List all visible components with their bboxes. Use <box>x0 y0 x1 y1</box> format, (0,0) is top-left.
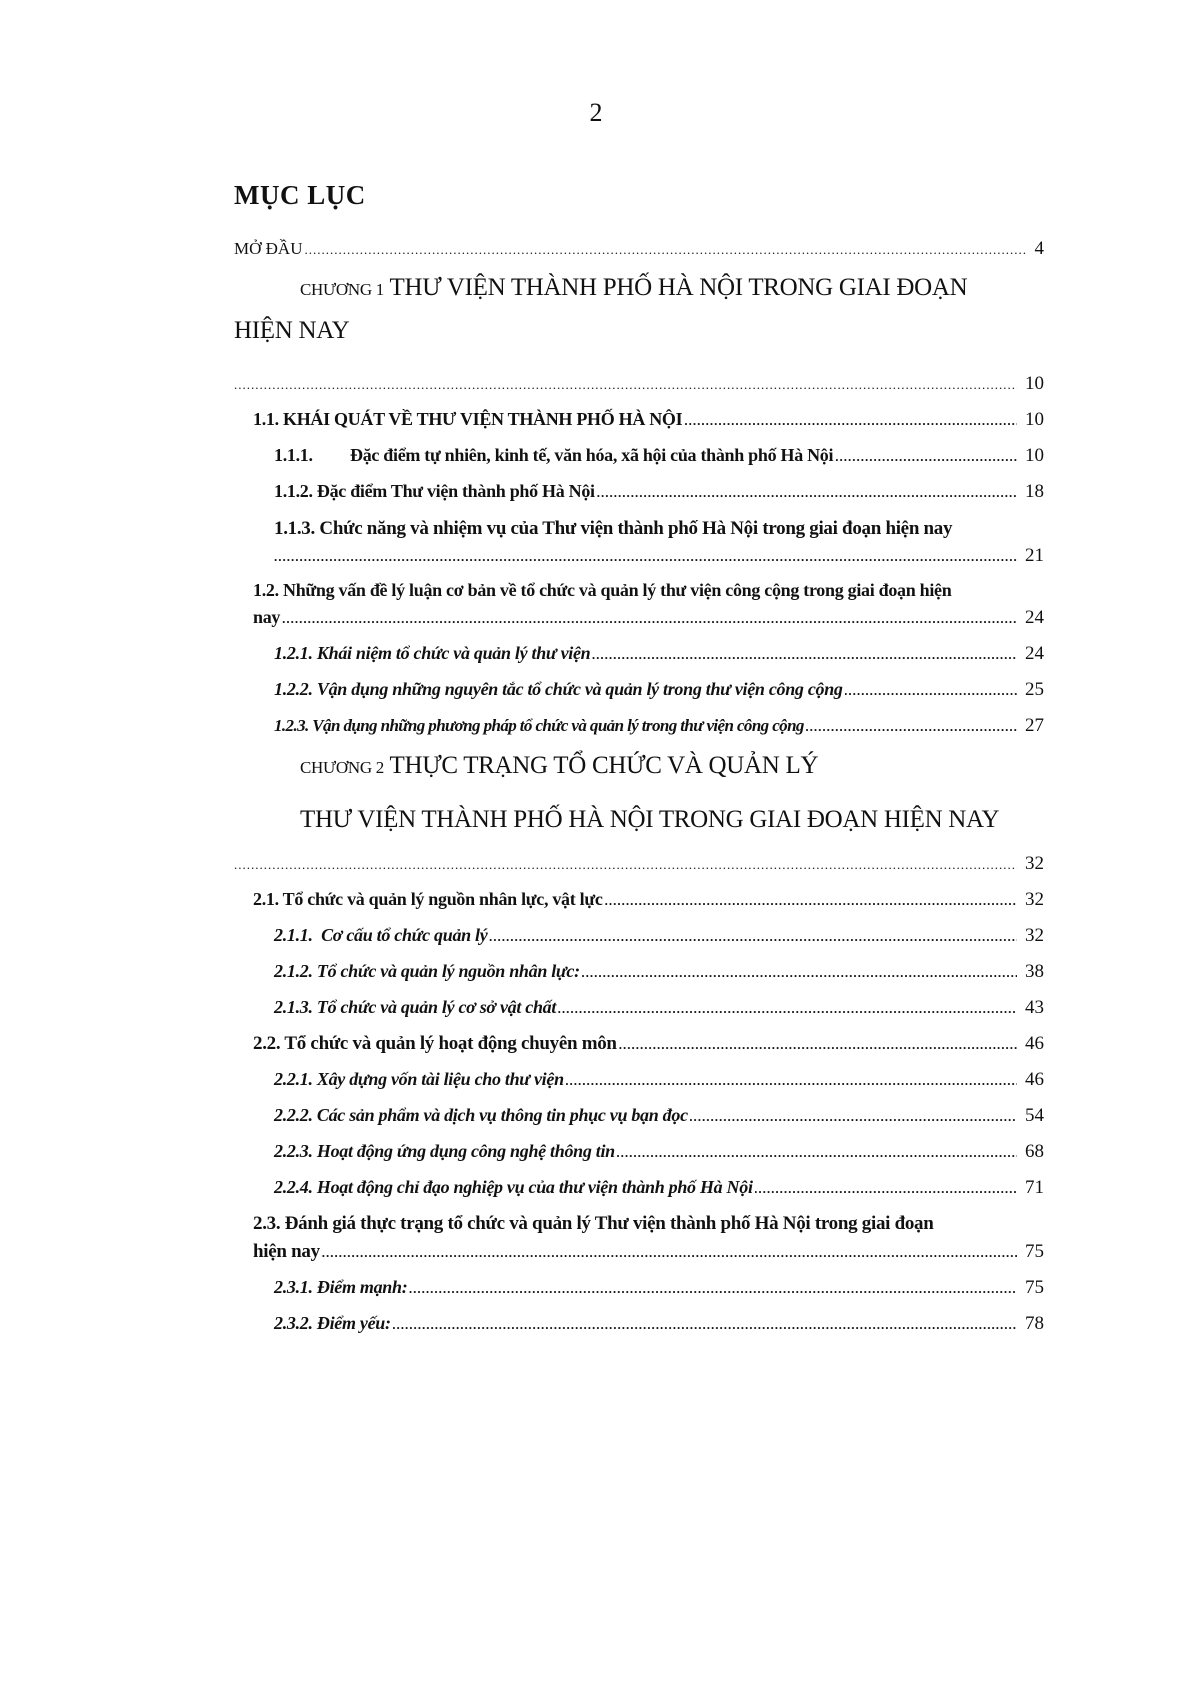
toc-entry-chapter-2[interactable] <box>234 853 1044 875</box>
toc-entry-text: 1.2.1. Khái niệm tổ chức và quản lý thư viện <box>274 643 591 663</box>
toc-entry-1-1[interactable] <box>253 409 1044 431</box>
toc-entry-text: hiện nay <box>253 1241 320 1262</box>
dot-leader <box>558 1001 1017 1017</box>
page-number: 2 <box>589 98 603 127</box>
toc-entry-page: 10 <box>1025 409 1044 430</box>
toc-entry-1-1-3-text[interactable]: 1.1.3. Chức năng và nhiệm vụ của Thư viện thành phố Hà Nội trong giai đoạn hiện nay <box>274 518 953 539</box>
toc-entry-text: 2.2.4. Hoạt động chỉ đạo nghiệp vụ của thư viện thành phố Hà Nội <box>274 1177 753 1197</box>
toc-entry-text: 2.2.3. Hoạt động ứng dụng công nghệ thông tin <box>274 1141 615 1161</box>
toc-entry-page: 75 <box>1025 1277 1044 1298</box>
toc-entry-2-1-3[interactable] <box>274 997 1044 1019</box>
toc-entry-chapter-1[interactable] <box>234 373 1044 395</box>
dot-leader <box>684 413 1017 429</box>
dot-leader <box>592 647 1017 663</box>
toc-entry-number: 1.1.1. <box>274 445 313 465</box>
dot-leader <box>845 683 1017 699</box>
toc-entry-page: 10 <box>1025 445 1044 466</box>
toc-entry-1-1-3[interactable] <box>274 545 1044 567</box>
toc-entry-page: 43 <box>1025 997 1044 1018</box>
dot-leader <box>322 1245 1017 1261</box>
toc-entry-text: 2.3.2. Điểm yếu: <box>274 1313 391 1333</box>
chapter-2-heading-line1[interactable] <box>300 752 818 780</box>
toc-entry-page: 32 <box>1025 853 1044 874</box>
toc-entry-intro[interactable] <box>234 238 1044 260</box>
toc-entry-page: 75 <box>1025 1241 1044 1262</box>
toc-entry-text: 1.1.2. Đặc điểm Thư viện thành phố Hà Nội <box>274 481 595 501</box>
toc-entry-2-3[interactable] <box>253 1241 1044 1263</box>
dot-leader <box>835 449 1017 465</box>
dot-leader <box>755 1181 1017 1197</box>
chapter-title: THƯ VIỆN THÀNH PHỐ HÀ NỘI TRONG GIAI ĐOẠN <box>389 274 968 301</box>
toc-entry-text: nay <box>253 607 281 627</box>
toc-entry-text: 2.1.1. Cơ cấu tổ chức quản lý <box>274 925 488 945</box>
toc-entry-text: 1.2.3. Vận dụng những phương pháp tổ chức và quản lý trong thư viện công cộng <box>274 716 804 735</box>
toc-entry-page: 4 <box>1034 238 1044 259</box>
toc-entry-text: 2.2.1. Xây dựng vốn tài liệu cho thư viện <box>274 1069 564 1089</box>
toc-title: MỤC LỤC <box>234 180 366 210</box>
toc-entry-text: 2.3.1. Điểm mạnh: <box>274 1277 408 1297</box>
dot-leader <box>304 242 1026 258</box>
toc-entry-2-1[interactable] <box>253 889 1044 911</box>
dot-leader <box>582 965 1017 981</box>
dot-leader <box>282 611 1017 627</box>
toc-entry-page: 54 <box>1025 1105 1044 1126</box>
toc-entry-page: 68 <box>1025 1141 1044 1162</box>
toc-entry-page: 27 <box>1025 715 1044 736</box>
toc-entry-text: 2.2.2. Các sản phẩm và dịch vụ thông tin phục vụ bạn đọc <box>274 1105 688 1125</box>
dot-leader <box>489 929 1017 945</box>
toc-entry-text: Đặc điểm tự nhiên, kinh tế, văn hóa, xã hội của thành phố Hà Nội <box>350 445 834 465</box>
toc-entry-page: 71 <box>1025 1177 1044 1198</box>
toc-entry-text: 2.1.2. Tổ chức và quản lý nguồn nhân lực: <box>274 961 580 981</box>
dot-leader <box>409 1281 1017 1297</box>
dot-leader <box>393 1317 1017 1333</box>
dot-leader <box>690 1109 1017 1125</box>
toc-entry-text: 2.1.3. Tổ chức và quản lý cơ sở vật chất <box>274 997 557 1017</box>
chapter-1-heading-line1[interactable] <box>300 274 967 302</box>
toc-entry-1-2-3[interactable] <box>274 715 1044 737</box>
dot-leader <box>806 719 1017 735</box>
toc-entry-1-2-text[interactable]: 1.2. Những vấn đề lý luận cơ bản về tổ chức và quản lý thư viện công cộng trong giai đoạn hiện <box>253 580 952 600</box>
chapter-label: CHƯƠNG 2 <box>300 758 384 777</box>
dot-leader <box>617 1145 1017 1161</box>
toc-entry-page: 78 <box>1025 1313 1044 1334</box>
toc-entry-page: 24 <box>1025 607 1044 628</box>
dot-leader <box>619 1037 1017 1053</box>
toc-entry-text: 2.1. Tổ chức và quản lý nguồn nhân lực, vật lực <box>253 889 603 909</box>
dot-leader <box>234 377 1017 393</box>
toc-entry-1-2-1[interactable] <box>274 643 1044 665</box>
toc-entry-2-2-1[interactable] <box>274 1069 1044 1091</box>
toc-entry-text: 2.2. Tổ chức và quản lý hoạt động chuyên môn <box>253 1033 617 1054</box>
toc-entry-text: 1.2.2. Vận dụng những nguyên tắc tổ chức và quản lý trong thư viện công cộng <box>274 679 843 699</box>
toc-entry-text: 1.1. KHÁI QUÁT VỀ THƯ VIỆN THÀNH PHỐ HÀ NỘI <box>253 409 683 429</box>
toc-entry-1-1-1[interactable] <box>274 445 1044 467</box>
chapter-label: CHƯƠNG 1 <box>300 280 384 299</box>
toc-entry-1-1-2[interactable] <box>274 481 1044 503</box>
toc-entry-2-2-3[interactable] <box>274 1141 1044 1163</box>
toc-entry-2-1-2[interactable] <box>274 961 1044 983</box>
toc-entry-2-3-2[interactable] <box>274 1313 1044 1335</box>
dot-leader <box>605 893 1017 909</box>
dot-leader <box>234 857 1017 873</box>
toc-entry-2-3-text[interactable]: 2.3. Đánh giá thực trạng tổ chức và quản lý Thư viện thành phố Hà Nội trong giai đoạn <box>253 1213 934 1234</box>
toc-entry-2-3-1[interactable] <box>274 1277 1044 1299</box>
dot-leader <box>566 1073 1017 1089</box>
toc-entry-2-2-4[interactable] <box>274 1177 1044 1199</box>
toc-entry-page: 21 <box>1025 545 1044 566</box>
toc-entry-page: 46 <box>1025 1069 1044 1090</box>
toc-entry-page: 18 <box>1025 481 1044 502</box>
toc-entry-1-2-2[interactable] <box>274 679 1044 701</box>
toc-entry-page: 32 <box>1025 889 1044 910</box>
toc-entry-page: 25 <box>1025 679 1044 700</box>
toc-entry-2-2-2[interactable] <box>274 1105 1044 1127</box>
dot-leader <box>274 549 1017 565</box>
toc-entry-page: 38 <box>1025 961 1044 982</box>
chapter-2-heading-line2: THƯ VIỆN THÀNH PHỐ HÀ NỘI TRONG GIAI ĐOẠN HIỆN NAY <box>300 806 1000 833</box>
toc-entry-page: 10 <box>1025 373 1044 394</box>
toc-entry-text: MỞ ĐẦU <box>234 239 303 258</box>
chapter-title: THỰC TRẠNG TỔ CHỨC VÀ QUẢN LÝ <box>389 752 819 779</box>
toc-entry-1-2[interactable] <box>253 607 1044 629</box>
toc-entry-2-1-1[interactable] <box>274 925 1044 947</box>
toc-entry-page: 24 <box>1025 643 1044 664</box>
toc-entry-page: 46 <box>1025 1033 1044 1054</box>
dot-leader <box>597 485 1017 501</box>
toc-entry-page: 32 <box>1025 925 1044 946</box>
toc-entry-2-2[interactable] <box>253 1033 1044 1055</box>
chapter-1-heading-line2: HIỆN NAY <box>234 317 350 344</box>
